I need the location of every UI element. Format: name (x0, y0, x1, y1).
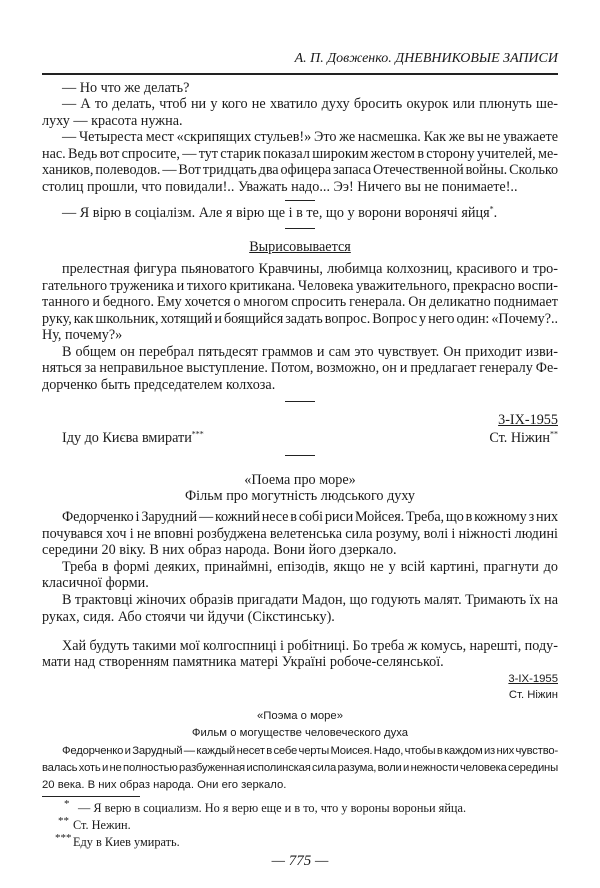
quote-text: — Я вірю в соціалізм. Але я вірю ще і в те, що у ворони воронячі яйця (62, 205, 490, 221)
section-title: «Поема про море» (244, 472, 356, 488)
text-line: прелестная фигура пьяноватого Кравчины, любимца колхозниц, красивого и тро- (62, 261, 558, 277)
header-title: ДНЕВНИКОВЫЕ ЗАПИСИ (395, 51, 558, 66)
text-line: луху — красота нужна. (42, 113, 183, 129)
translation-subtitle: Фильм о могуществе человеческого духа (191, 727, 409, 739)
footnote-mark: * (489, 204, 494, 214)
going-text: Іду до Києва вмирати (62, 430, 192, 446)
place-text: Ст. Ніжин (489, 430, 550, 446)
text-line: В трактовці жіночих образів пригадати Мадон, що годують малят. Тримають їх на (62, 592, 558, 608)
header-rule (42, 73, 558, 75)
text-line: Федорченко и Зарудный — каждый несет в себе черты Моисея. Надо, чтобы в каждом из них чувство- (62, 745, 558, 757)
header-author: А. П. Довженко. (294, 51, 392, 66)
separator (285, 200, 315, 201)
footnote-mark: *** (55, 832, 72, 844)
dateline-date (430, 412, 558, 428)
text-line: валась хоть и не полностью разбуженная исполинская сила разума, воли и нежности человека середины (42, 762, 558, 774)
text-line: няться за неправильное выступление. Потом, возможно, он и предлагает генералу Фе- (42, 360, 558, 376)
text-line: Хай будуть такими мої колгоспниці і робітниці. Бо треба ж комусь, нарешті, поду- (62, 638, 558, 654)
text-line: — Четыреста мест «скрипящих стульев!» Это же насмешка. Как же вы не уважаете (62, 129, 558, 145)
text-line: руку, как школьник, хотящий и боящийся задать вопрос. Вопрос у него один: «Почему?.. (42, 311, 558, 327)
dateline-place (430, 430, 558, 446)
text-line: В общем он перебрал пятьдесят граммов и сам это чувствует. Он приходит изви- (62, 344, 558, 360)
footnote-mark: *** (191, 429, 204, 439)
text-line: класичної форми. (42, 575, 149, 591)
dateline-place: Ст. Ніжин (508, 689, 558, 701)
section-subtitle: Фільм про могутність людського духу (184, 488, 416, 504)
text-line: хаников, полеводов. — Вот тридцать два офицера запаса Отечественной войны. Сколько (42, 162, 558, 178)
footnote-mark: * (64, 798, 70, 810)
footnote: Ст. Нежин. (73, 818, 131, 832)
heading-text: Вырисовывается (249, 239, 351, 255)
text-line: — А то делать, чтоб ни у кого не хватило духу бросить окурок или плюнуть ше- (62, 96, 558, 112)
text-line: почувався хоч і не вповні розбуджена велетенська сила розуму, волі і ніжності людині (42, 526, 558, 542)
date-text: 3-IX-1955 (508, 673, 558, 685)
text-line: мати над створенням памятника матері Україні робоче-селянської. (42, 654, 444, 670)
footnote: — Я верю в социализм. Но я верю еще и в то, что у вороны вороньи яйца. (78, 801, 467, 815)
text-line: руках, сидя. Або стоячи чи йдучи (Сікстинську). (42, 609, 335, 625)
date-text: 3-IX-1955 (498, 412, 558, 428)
text-line: нас. Ведь вот спросите, — тут старик показал широким жестом в сторону учителей, ме- (42, 146, 558, 162)
page-number: — 775 — (271, 853, 329, 869)
footnote: Еду в Киев умирать. (73, 835, 180, 849)
text-line: середини 20 віку. В них образ народа. Вони його дзеркало. (42, 542, 397, 558)
text-line: гательного труженика и тихого критикана. Человека уважительного, прекрасно воспи- (42, 278, 558, 294)
separator (285, 401, 315, 402)
text-line: дорченко быть председателем колхоза. (42, 377, 276, 393)
separator (285, 228, 315, 229)
separator (285, 455, 315, 456)
text-line: танного и бедного. Ему хочется о многом спросить генерала. Он деликатно поднимает (42, 294, 558, 310)
text-line: Ну, почему?» (42, 327, 123, 343)
footnote-mark: ** (58, 815, 69, 827)
dateline-date (430, 672, 558, 687)
text-line: Федорченко і Зарудний — кожний несе в собі риси Мойсея. Треба, що в кожному з них (62, 509, 558, 525)
quote-line: — Я вірю в соціалізм. Але я вірю ще і в те, що у ворони воронячі яйця*. (62, 204, 498, 221)
going-line (62, 430, 282, 446)
translation-title: «Поэма о море» (257, 710, 343, 722)
text-line: Треба в формі деяких, принаймні, епізодів, якщо не у всій картині, прагнути до (62, 559, 558, 575)
footnote-mark: ** (550, 429, 558, 439)
text-line: 20 века. В них образ народа. Они его зеркало. (42, 779, 287, 791)
section-heading (42, 239, 558, 255)
footnote-rule (42, 796, 140, 797)
text-line: — Но что же делать? (62, 80, 190, 96)
running-header (42, 50, 558, 67)
text-line: столиц прошли, что повидали!.. Уважать надо... Ээ! Ничего вы не понимаете!.. (42, 179, 518, 195)
